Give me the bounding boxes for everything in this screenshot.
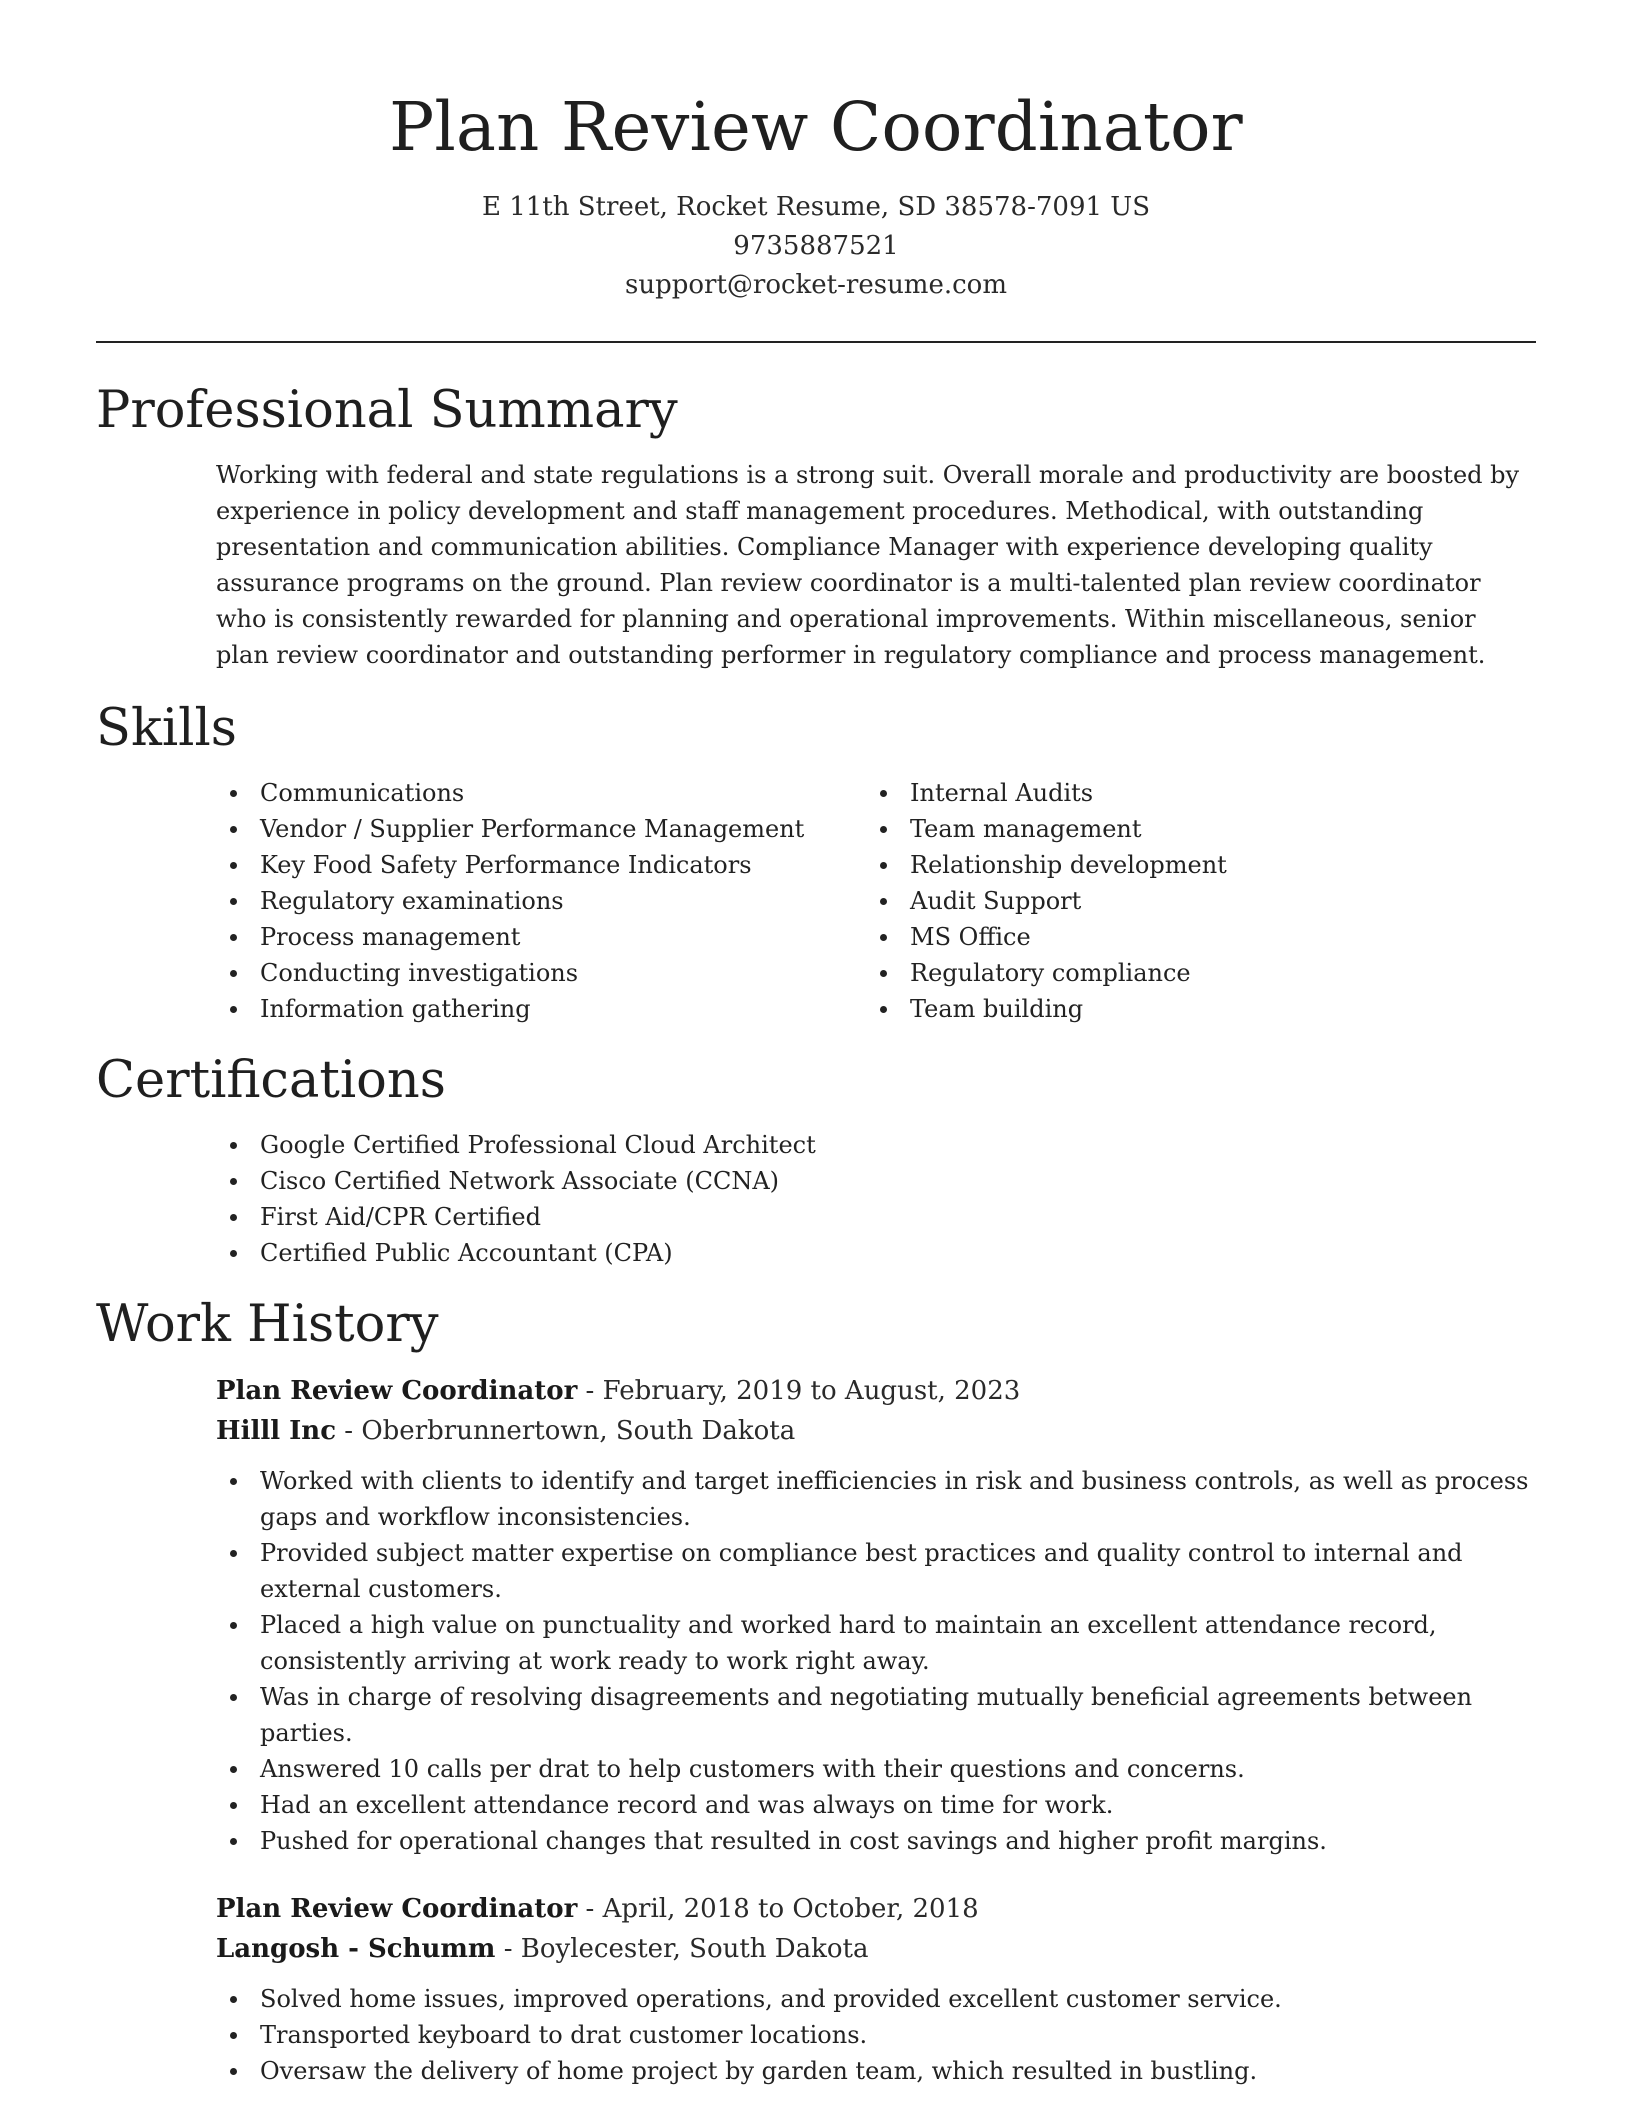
skill-item: Regulatory compliance [866, 955, 1516, 991]
job-duty-item: Placed a high value on punctuality and worked hard to maintain an excellent attendance record, consistently arriving at work ready to work right away. [216, 1607, 1536, 1679]
skill-item: Internal Audits [866, 775, 1516, 811]
job-location: - Boylecester, South Dakota [495, 1934, 869, 1964]
skill-item: Conducting investigations [216, 955, 866, 991]
job-duty-item: Transported keyboard to drat customer locations. [216, 2017, 1536, 2053]
summary-paragraph: Working with federal and state regulations is a strong suit. Overall morale and productivity are boosted by experience in policy development and staff management procedures. Methodical, with outstanding presentation and communication abilities. Compliance Manager with experience developing quality assurance programs on the ground. Plan review coordinator is a multi-talented plan review coordinator who is consistently rewarded for planning and operational improvements. Within miscellaneous, senior plan review coordinator and outstanding performer in regulatory compliance and process management. [216, 461, 1520, 669]
job-role: Plan Review Coordinator [216, 1376, 578, 1406]
job-company: Langosh - Schumm [216, 1934, 496, 1964]
certification-item: First Aid/CPR Certified [216, 1199, 1536, 1235]
phone-text: 9735887521 [733, 231, 899, 261]
email-text: support@rocket-resume.com [624, 270, 1007, 300]
certification-item: Cisco Certified Network Associate (CCNA) [216, 1163, 1536, 1199]
job-dates: - February, 2019 to August, 2023 [577, 1376, 1021, 1406]
job-company-line [216, 1929, 1536, 1969]
skill-item: Relationship development [866, 847, 1516, 883]
job-title-line [216, 1371, 1536, 1411]
job-duty-item: Oversaw the delivery of home project by garden team, which resulted in bustling. [216, 2053, 1536, 2089]
skill-item: Audit Support [866, 883, 1516, 919]
job-duty-item: Had an excellent attendance record and was always on time for work. [216, 1787, 1536, 1823]
job-company: Hilll Inc [216, 1416, 337, 1446]
work-history-heading: Work History [96, 1295, 439, 1354]
job-duty-item: Worked with clients to identify and target inefficiencies in risk and business controls, as well as process gaps and workflow inconsistencies. [216, 1463, 1536, 1535]
header-divider [96, 341, 1536, 343]
skill-item: Team management [866, 811, 1516, 847]
job-duties-list [216, 1981, 1536, 2089]
job-dates: - April, 2018 to October, 2018 [577, 1894, 979, 1924]
skills-column-right [866, 775, 1516, 1027]
skill-item: Regulatory examinations [216, 883, 866, 919]
certification-item: Google Certified Professional Cloud Architect [216, 1127, 1536, 1163]
skill-item: MS Office [866, 919, 1516, 955]
contact-block [96, 188, 1536, 305]
skill-item: Communications [216, 775, 866, 811]
job-company-line [216, 1411, 1536, 1451]
job-duty-item: Was in charge of resolving disagreements and negotiating mutually beneficial agreements between parties. [216, 1679, 1536, 1751]
resume-header [96, 0, 1536, 305]
job-location: - Oberbrunnertown, South Dakota [336, 1416, 796, 1446]
job-duty-item: Provided subject matter expertise on compliance best practices and quality control to internal and external customers. [216, 1535, 1536, 1607]
skills-grid [216, 775, 1536, 1027]
candidate-name: Plan Review Coordinator [389, 88, 1243, 166]
job-duty-item: Pushed for operational changes that resulted in cost savings and higher profit margins. [216, 1823, 1536, 1859]
job-duty-item: Answered 10 calls per drat to help customers with their questions and concerns. [216, 1751, 1536, 1787]
summary-heading: Professional Summary [96, 381, 678, 440]
job-entry [216, 1889, 1536, 2089]
job-title-line [216, 1889, 1536, 1929]
certifications-list [216, 1127, 1536, 1271]
skill-item: Key Food Safety Performance Indicators [216, 847, 866, 883]
certification-item: Certified Public Accountant (CPA) [216, 1235, 1536, 1271]
job-role: Plan Review Coordinator [216, 1894, 578, 1924]
certifications-heading: Certifications [96, 1051, 446, 1110]
skill-item: Vendor / Supplier Performance Management [216, 811, 866, 847]
skill-item: Information gathering [216, 991, 866, 1027]
address-text: E 11th Street, Rocket Resume, SD 38578-7091 US [481, 192, 1151, 222]
skill-item: Process management [216, 919, 866, 955]
skill-item: Team building [866, 991, 1516, 1027]
skills-heading: Skills [96, 699, 237, 758]
job-entry [216, 1371, 1536, 1859]
job-duty-item: Solved home issues, improved operations, and provided excellent customer service. [216, 1981, 1536, 2017]
job-duties-list [216, 1463, 1536, 1859]
skills-column-left [216, 775, 866, 1027]
resume-page [96, 0, 1536, 2112]
